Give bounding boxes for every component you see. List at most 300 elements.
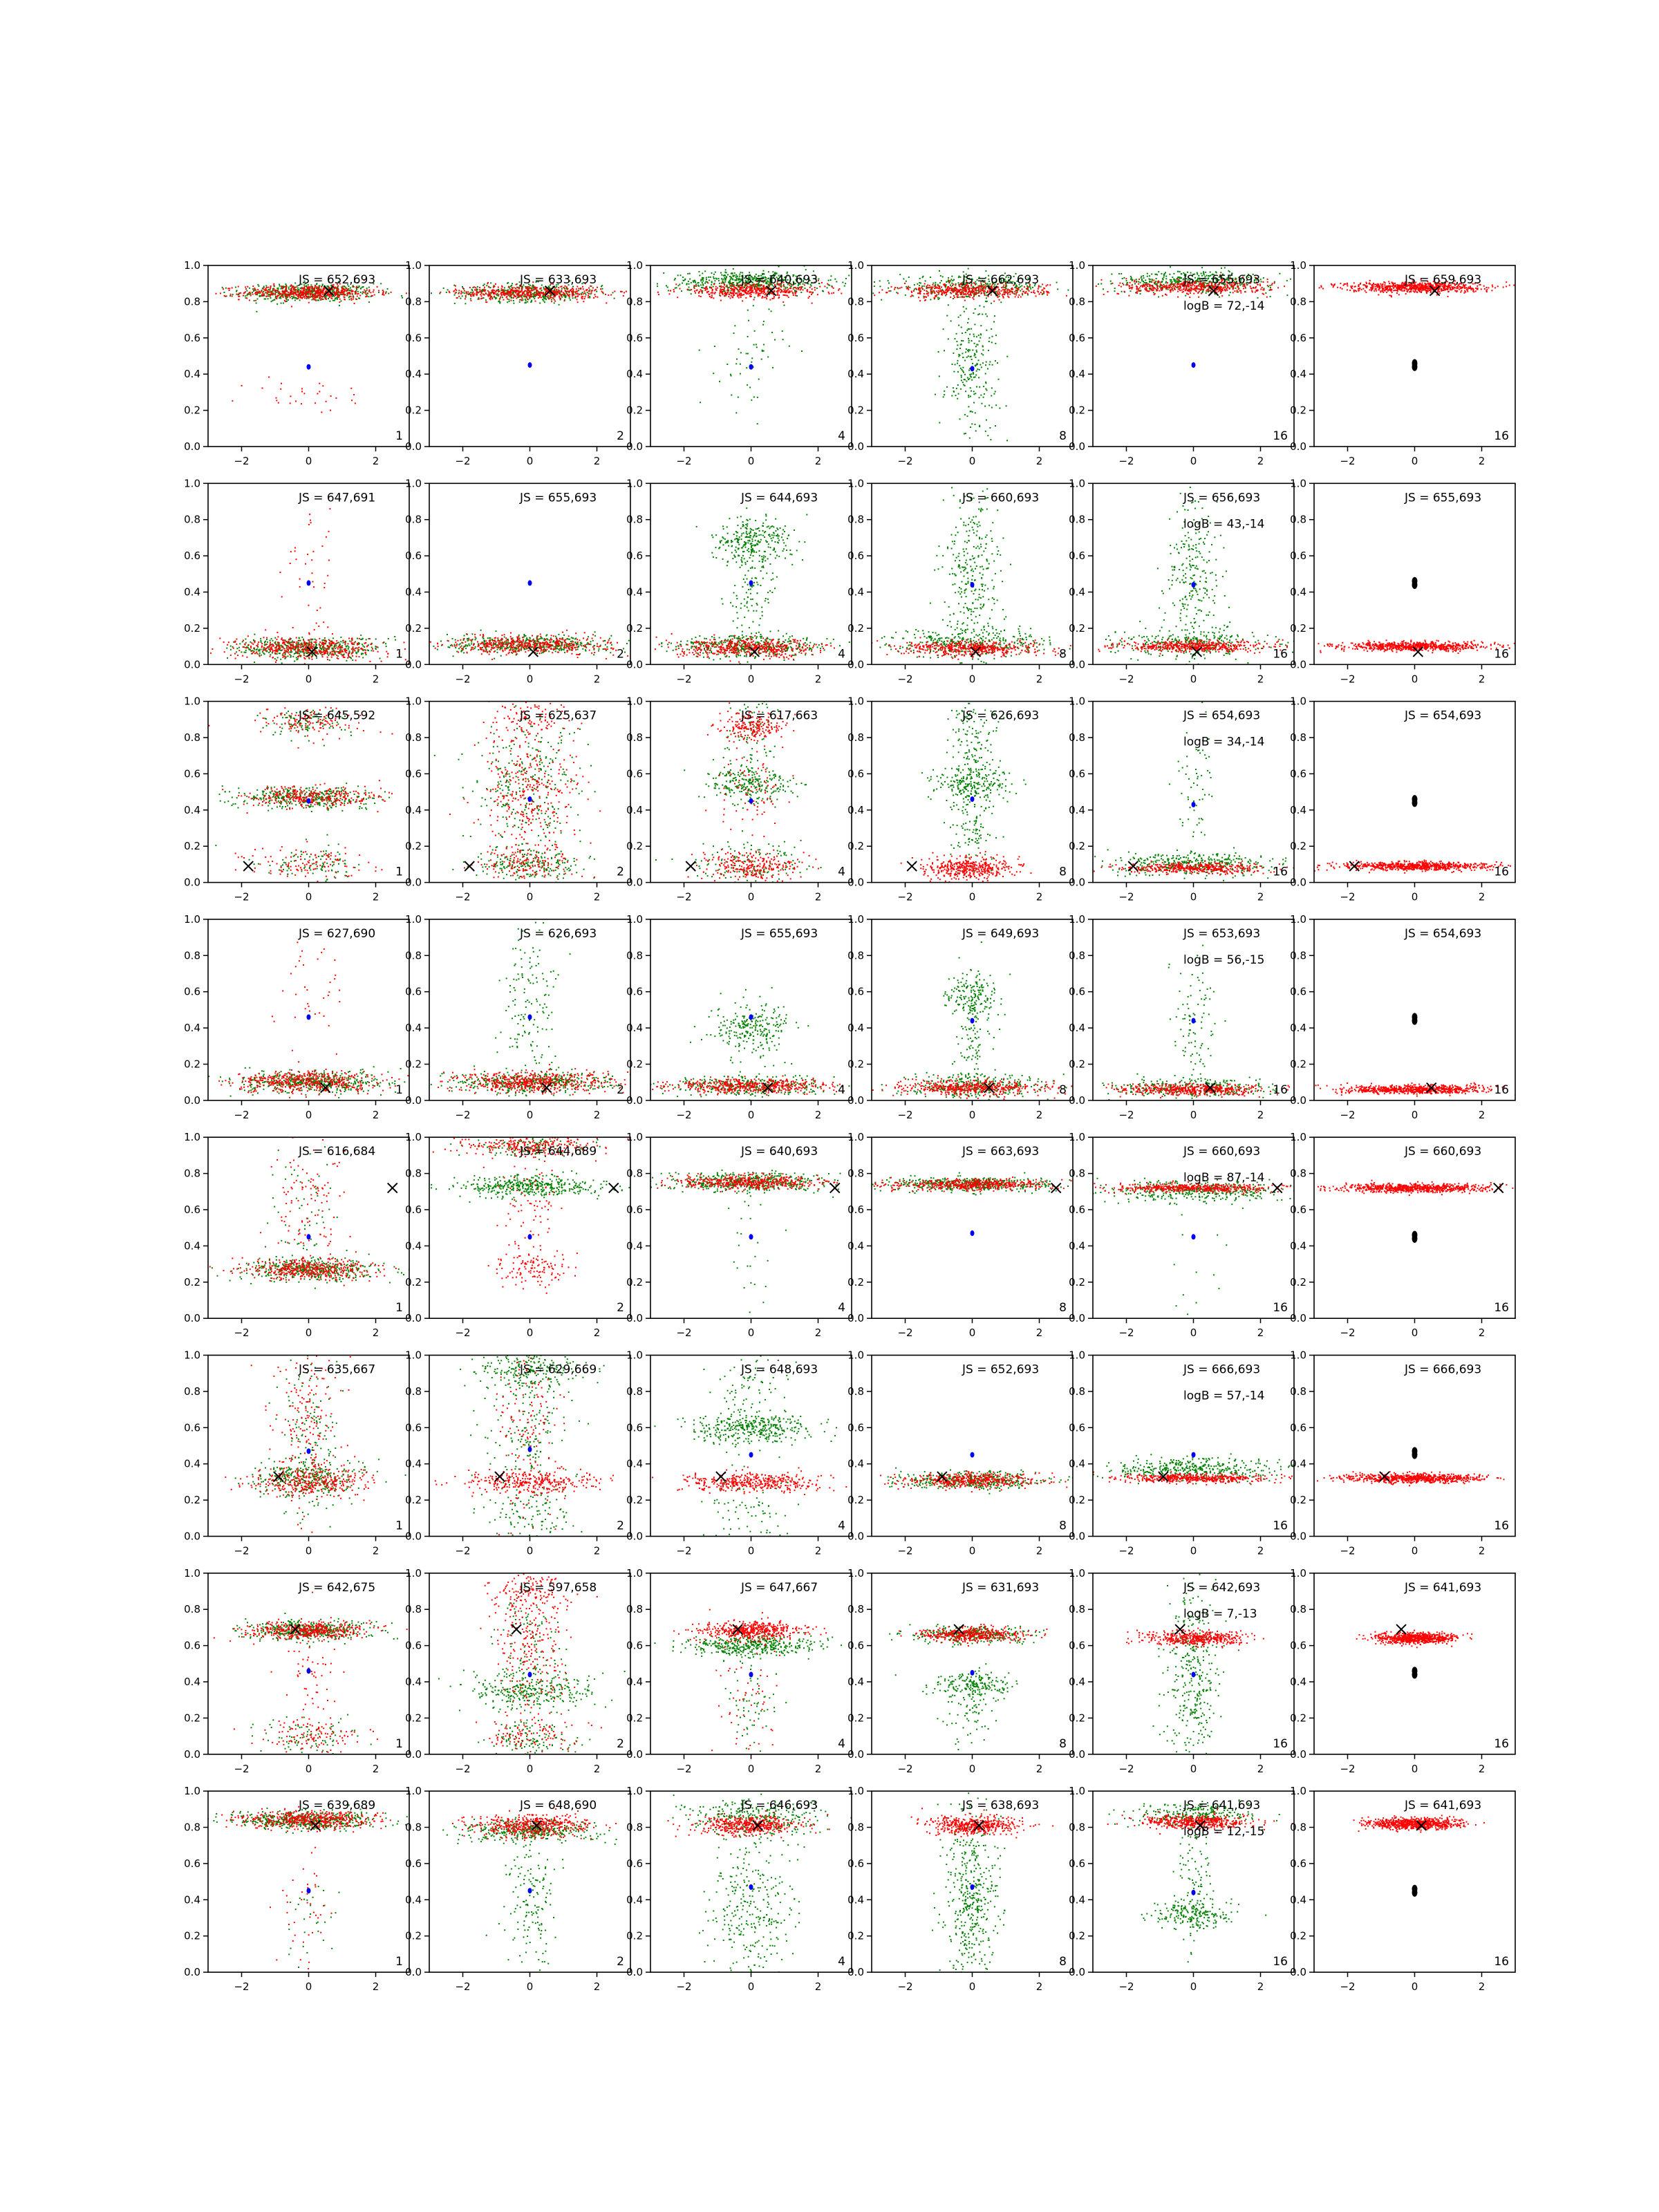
red-point	[1174, 283, 1176, 285]
red-point	[1160, 281, 1161, 283]
red-point	[518, 290, 519, 292]
green-point	[974, 324, 975, 325]
green-point	[715, 280, 716, 281]
green-point	[582, 292, 583, 293]
green-point	[953, 391, 955, 392]
red-point	[315, 300, 317, 301]
green-point	[657, 283, 658, 285]
red-point	[353, 297, 354, 298]
green-point	[971, 379, 973, 381]
green-point	[960, 315, 962, 316]
red-point	[326, 299, 327, 300]
green-point	[989, 362, 991, 363]
red-point	[829, 293, 830, 294]
red-point	[322, 294, 324, 295]
green-point	[964, 385, 966, 386]
green-point	[256, 303, 257, 304]
red-point	[762, 297, 763, 299]
green-point	[1156, 278, 1157, 279]
red-point	[894, 287, 896, 288]
green-point	[509, 288, 511, 290]
panel-count-label: 8	[1059, 429, 1067, 443]
red-point	[299, 294, 300, 296]
red-point	[959, 286, 961, 288]
green-point	[955, 338, 956, 339]
green-point	[930, 276, 931, 278]
y-tick-label: 0.2	[847, 404, 864, 417]
red-point	[978, 289, 980, 290]
red-point	[252, 294, 254, 295]
red-point	[474, 293, 475, 294]
x-tick-label: −2	[897, 455, 912, 467]
red-point	[567, 291, 568, 292]
green-point	[1151, 274, 1152, 275]
red-point	[728, 296, 729, 297]
green-point	[965, 332, 966, 333]
y-tick-label: 0.0	[626, 440, 643, 453]
red-point	[1154, 282, 1155, 283]
green-point	[1165, 281, 1167, 283]
red-point	[736, 284, 738, 285]
red-point	[812, 288, 813, 290]
red-point	[1128, 295, 1130, 297]
red-point	[304, 288, 306, 290]
green-point	[386, 291, 387, 292]
red-point	[924, 283, 926, 285]
red-point	[777, 292, 778, 294]
red-point	[269, 291, 270, 292]
green-point	[731, 395, 732, 396]
red-point	[750, 296, 751, 297]
red-point	[1151, 281, 1152, 283]
green-point	[936, 294, 937, 296]
red-point	[960, 292, 962, 293]
red-point	[1181, 290, 1183, 291]
red-point	[1267, 285, 1268, 286]
green-point	[700, 280, 702, 281]
red-point	[489, 294, 491, 296]
red-point	[1189, 297, 1190, 298]
green-point	[324, 296, 326, 297]
green-point	[446, 292, 447, 293]
red-point	[474, 289, 476, 290]
red-point	[936, 290, 937, 292]
red-point	[1130, 282, 1131, 283]
red-point	[467, 293, 468, 294]
red-point	[968, 289, 970, 290]
green-point	[986, 297, 987, 299]
green-point	[972, 411, 973, 413]
green-point	[970, 427, 971, 428]
red-point	[1145, 289, 1147, 290]
green-point	[968, 355, 969, 357]
red-point	[1029, 290, 1030, 292]
green-point	[948, 277, 949, 279]
red-point	[533, 290, 534, 291]
red-point	[572, 294, 573, 295]
red-point	[721, 290, 722, 292]
green-point	[677, 274, 679, 276]
red-point	[373, 290, 375, 291]
red-point	[1129, 288, 1130, 289]
green-point	[978, 359, 980, 361]
red-point	[337, 290, 338, 292]
green-point	[1168, 289, 1169, 290]
green-point	[276, 303, 278, 305]
red-point	[301, 388, 303, 389]
green-point	[957, 344, 958, 346]
green-point	[735, 276, 737, 278]
green-point	[402, 297, 403, 299]
red-point	[918, 297, 919, 298]
red-point	[341, 290, 342, 291]
green-point	[729, 276, 731, 277]
green-point	[519, 301, 521, 303]
red-point	[953, 283, 954, 285]
red-point	[720, 300, 722, 301]
green-point	[978, 377, 980, 378]
red-point	[1011, 288, 1013, 289]
green-point	[981, 366, 982, 368]
red-point	[1237, 291, 1238, 292]
red-point	[320, 297, 321, 299]
red-point	[538, 292, 539, 294]
red-point	[926, 293, 928, 294]
green-point	[360, 292, 362, 293]
x-tick-label: 2	[1036, 455, 1043, 467]
red-point	[516, 284, 517, 285]
green-point	[991, 407, 993, 409]
red-point	[284, 294, 285, 295]
green-point	[252, 292, 253, 293]
green-point	[958, 393, 959, 395]
red-point	[812, 292, 813, 294]
green-point	[787, 287, 788, 288]
green-point	[706, 279, 707, 280]
red-point	[742, 300, 743, 301]
green-point	[288, 287, 290, 288]
red-point	[1166, 286, 1168, 288]
red-point	[1138, 290, 1139, 291]
red-point	[1165, 285, 1166, 287]
red-point	[506, 296, 507, 297]
js-annotation: JS = 640,693	[740, 273, 818, 287]
green-point	[1163, 284, 1165, 285]
red-point	[232, 287, 233, 288]
red-point	[1260, 289, 1262, 290]
red-point	[711, 287, 712, 288]
green-point	[735, 363, 737, 364]
red-point	[315, 290, 316, 292]
red-point	[319, 295, 320, 297]
red-point	[318, 291, 319, 292]
red-point	[501, 285, 503, 287]
red-point	[733, 289, 734, 290]
green-point	[292, 298, 293, 299]
red-point	[693, 285, 695, 286]
red-point	[1139, 288, 1141, 289]
green-point	[270, 290, 271, 291]
green-point	[1171, 279, 1172, 281]
green-point	[937, 297, 939, 299]
green-point	[1203, 271, 1204, 272]
green-point	[976, 363, 977, 364]
green-point	[961, 379, 962, 381]
green-point	[1121, 273, 1122, 274]
green-point	[229, 295, 231, 297]
red-point	[1253, 288, 1255, 289]
red-point	[522, 294, 523, 296]
green-point	[575, 293, 577, 294]
green-point	[687, 273, 688, 274]
green-point	[985, 431, 986, 432]
green-point	[539, 303, 541, 304]
red-point	[250, 295, 252, 297]
red-point	[556, 290, 557, 291]
green-point	[285, 283, 286, 285]
green-point	[972, 363, 973, 364]
red-point	[358, 293, 359, 294]
red-point	[774, 296, 775, 297]
green-point	[589, 297, 590, 299]
red-point	[1178, 280, 1179, 281]
red-point	[938, 294, 939, 295]
green-point	[921, 285, 923, 287]
red-point	[1226, 288, 1227, 290]
red-point	[579, 294, 580, 295]
red-point	[250, 292, 251, 293]
red-point	[525, 296, 526, 297]
green-point	[922, 276, 924, 278]
red-point	[949, 281, 950, 283]
red-point	[485, 292, 487, 294]
green-point	[971, 359, 973, 360]
panel-count-label: 2	[617, 429, 624, 443]
red-point	[339, 292, 340, 293]
green-point	[1030, 288, 1031, 290]
green-point	[294, 283, 296, 284]
red-point	[500, 297, 501, 298]
green-point	[366, 294, 367, 295]
red-point	[1132, 287, 1133, 288]
green-point	[939, 282, 941, 283]
red-point	[740, 297, 742, 298]
red-point	[997, 296, 998, 297]
green-point	[956, 341, 957, 342]
red-point	[976, 287, 977, 288]
red-point	[553, 292, 554, 293]
red-point	[1027, 288, 1029, 290]
red-point	[959, 290, 960, 291]
green-point	[955, 364, 956, 365]
red-point	[488, 286, 489, 288]
green-point	[313, 290, 315, 291]
red-point	[292, 285, 293, 287]
green-point	[470, 292, 471, 293]
red-point	[955, 288, 956, 289]
red-point	[1035, 295, 1037, 297]
red-point	[243, 295, 244, 297]
red-point	[1018, 288, 1019, 290]
red-point	[1038, 294, 1040, 295]
red-point	[551, 301, 552, 302]
red-point	[583, 288, 584, 290]
red-point	[1014, 291, 1015, 292]
red-point	[1222, 290, 1224, 291]
green-point	[268, 298, 269, 299]
red-point	[670, 290, 671, 292]
green-point	[971, 423, 973, 424]
red-point	[814, 290, 816, 291]
red-point	[766, 298, 767, 299]
red-point	[759, 290, 760, 292]
green-point	[225, 288, 227, 289]
red-point	[306, 287, 308, 288]
green-point	[987, 435, 988, 436]
red-point	[917, 292, 919, 294]
green-point	[729, 280, 731, 281]
red-point	[298, 297, 299, 299]
green-point	[299, 299, 301, 301]
red-point	[268, 287, 269, 288]
green-point	[730, 279, 731, 280]
red-point	[278, 402, 279, 404]
red-point	[1174, 288, 1175, 289]
red-point	[894, 288, 895, 290]
green-point	[919, 285, 920, 286]
red-point	[465, 298, 466, 299]
red-point	[330, 297, 332, 299]
green-point	[763, 344, 765, 346]
green-point	[740, 373, 741, 375]
green-point	[713, 286, 714, 288]
red-point	[787, 295, 788, 297]
green-point	[366, 288, 368, 289]
green-point	[985, 388, 986, 390]
red-point	[285, 288, 286, 290]
green-point	[496, 297, 497, 299]
green-point	[249, 288, 250, 289]
green-point	[686, 284, 687, 285]
red-point	[293, 294, 294, 295]
green-point	[223, 292, 225, 293]
green-point	[976, 386, 977, 388]
red-point	[279, 292, 281, 294]
green-point	[967, 415, 968, 417]
green-point	[983, 386, 984, 387]
green-point	[447, 289, 449, 290]
red-point	[831, 292, 832, 294]
red-point	[565, 290, 566, 291]
green-point	[1123, 277, 1125, 279]
red-point	[786, 290, 787, 292]
red-point	[707, 282, 709, 283]
green-point	[523, 296, 525, 297]
red-point	[293, 295, 294, 297]
green-point	[961, 340, 962, 341]
red-point	[523, 291, 525, 292]
red-point	[1040, 292, 1042, 293]
red-point	[464, 290, 465, 292]
green-point	[733, 268, 734, 270]
red-point	[582, 296, 583, 297]
red-point	[1124, 291, 1125, 292]
green-point	[1270, 287, 1271, 288]
green-point	[483, 297, 485, 299]
green-point	[973, 377, 975, 378]
green-point	[254, 300, 255, 301]
green-point	[257, 284, 259, 285]
red-point	[577, 299, 578, 300]
green-point	[991, 395, 992, 397]
red-point	[595, 289, 597, 290]
red-point	[316, 290, 317, 292]
green-point	[932, 292, 933, 293]
red-point	[317, 295, 319, 297]
red-point	[232, 295, 233, 297]
green-point	[988, 341, 990, 342]
red-point	[762, 296, 763, 297]
green-point	[725, 269, 727, 270]
red-point	[1226, 290, 1228, 291]
red-point	[480, 294, 481, 295]
red-point	[1126, 284, 1127, 285]
red-point	[300, 290, 301, 291]
red-point	[569, 296, 570, 297]
green-point	[1155, 281, 1156, 282]
red-point	[841, 293, 842, 294]
green-point	[964, 433, 965, 435]
green-point	[704, 283, 706, 284]
red-point	[577, 293, 579, 294]
red-point	[924, 290, 925, 291]
red-point	[491, 298, 493, 299]
red-point	[1195, 290, 1197, 292]
green-point	[966, 330, 968, 331]
red-point	[268, 377, 270, 378]
red-point	[944, 292, 945, 293]
green-point	[738, 279, 739, 280]
red-point	[961, 289, 962, 290]
red-point	[1005, 289, 1006, 290]
red-point	[319, 383, 320, 384]
red-point	[354, 303, 355, 304]
red-point	[346, 288, 348, 290]
red-point	[253, 290, 254, 291]
red-point	[970, 293, 971, 294]
green-point	[704, 270, 706, 272]
red-point	[521, 300, 523, 301]
red-point	[520, 296, 521, 297]
red-point	[1000, 293, 1001, 294]
green-point	[972, 350, 973, 351]
green-point	[1140, 282, 1141, 283]
green-point	[462, 286, 463, 288]
y-tick-label: 0.0	[184, 440, 200, 453]
red-point	[255, 300, 256, 301]
green-point	[1185, 295, 1186, 297]
red-point	[534, 287, 535, 288]
red-point	[1007, 296, 1009, 297]
green-point	[914, 284, 915, 285]
green-point	[734, 272, 735, 274]
red-point	[796, 291, 797, 292]
red-point	[720, 285, 722, 287]
red-point	[756, 292, 757, 293]
green-point	[701, 287, 702, 288]
green-point	[739, 276, 740, 277]
green-point	[962, 367, 964, 368]
